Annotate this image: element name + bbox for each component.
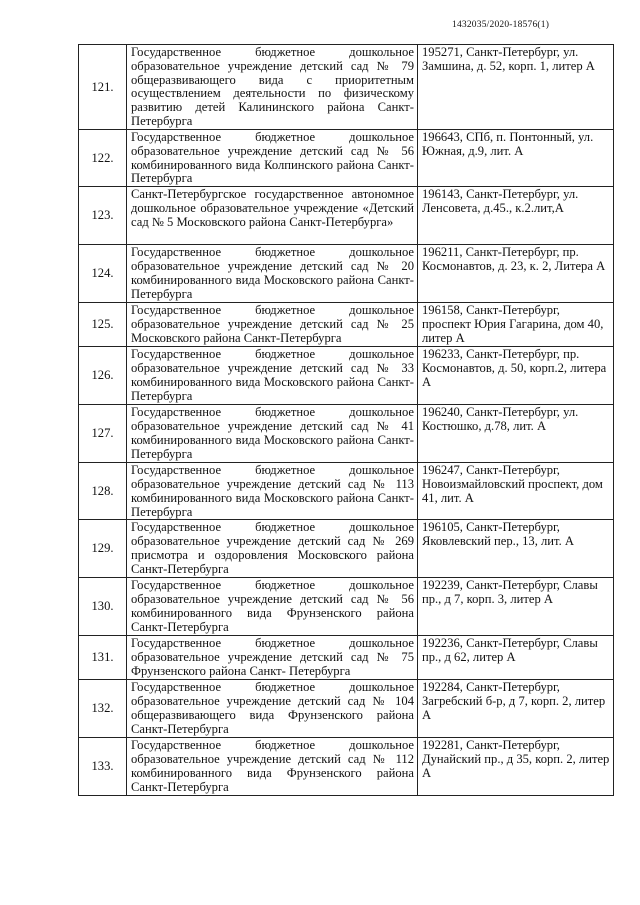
- institution-address: 195271, Санкт-Петербург, ул. Замшина, д. 52, корп. 1, литер А: [418, 45, 614, 130]
- institution-address: 196158, Санкт-Петербург, проспект Юрия Гагарина, дом 40, литер А: [418, 303, 614, 347]
- institution-name: Государственное бюджетное дошкольное образовательное учреждение детский сад № 25 Московского района Санкт-Петербурга: [127, 303, 418, 347]
- institution-address: 196247, Санкт-Петербург, Новоизмайловский проспект, дом 41, лит. А: [418, 463, 614, 520]
- institution-address: 192281, Санкт-Петербург, Дунайский пр., д 35, корп. 2, литер А: [418, 738, 614, 796]
- institution-name: Государственное бюджетное дошкольное образовательное учреждение детский сад № 33 комбинированного вида Московского района Санкт-Петербурга: [127, 347, 418, 405]
- row-number: 121.: [79, 45, 127, 130]
- institution-address: 196211, Санкт-Петербург, пр. Космонавтов, д. 23, к. 2, Литера А: [418, 245, 614, 303]
- row-number: 131.: [79, 636, 127, 680]
- table-row: [79, 130, 614, 187]
- table-row: [79, 45, 614, 130]
- row-number: 128.: [79, 463, 127, 520]
- institution-name: Государственное бюджетное дошкольное образовательное учреждение детский сад № 56 комбинированного вида Фрунзенского района Санкт-Петербурга: [127, 578, 418, 636]
- kindergarten-registry-table: [78, 44, 614, 796]
- table-row: [79, 347, 614, 405]
- row-number: 129.: [79, 520, 127, 578]
- row-number: 130.: [79, 578, 127, 636]
- row-number: 126.: [79, 347, 127, 405]
- document-number: 1432035/2020-18576(1): [452, 20, 550, 30]
- institution-address: 196233, Санкт-Петербург, пр. Космонавтов, д. 50, корп.2, литера А: [418, 347, 614, 405]
- institution-address: 196105, Санкт-Петербург, Яковлевский пер., 13, лит. А: [418, 520, 614, 578]
- row-number: 122.: [79, 130, 127, 187]
- row-number: 132.: [79, 680, 127, 738]
- institution-address: 192239, Санкт-Петербург, Славы пр., д 7, корп. 3, литер А: [418, 578, 614, 636]
- row-number: 125.: [79, 303, 127, 347]
- institution-name: Государственное бюджетное дошкольное образовательное учреждение детский сад № 112 комбинированного вида Фрунзенского района Санкт-Петербурга: [127, 738, 418, 796]
- row-number: 124.: [79, 245, 127, 303]
- institution-name: Государственное бюджетное дошкольное образовательное учреждение детский сад № 41 комбинированного вида Московского района Санкт-Петербурга: [127, 405, 418, 463]
- institution-name: Государственное бюджетное дошкольное образовательное учреждение детский сад № 104 общеразвивающего вида Фрунзенского района Санкт-Петербурга: [127, 680, 418, 738]
- table-body: [79, 45, 614, 796]
- institution-name: Государственное бюджетное дошкольное образовательное учреждение детский сад № 269 присмотра и оздоровления Московского района Санкт-Петербурга: [127, 520, 418, 578]
- table-row: [79, 187, 614, 245]
- table-row: [79, 245, 614, 303]
- table-row: [79, 405, 614, 463]
- institution-address: 192236, Санкт-Петербург, Славы пр., д 62, литер А: [418, 636, 614, 680]
- table-row: [79, 520, 614, 578]
- institution-name: Государственное бюджетное дошкольное образовательное учреждение детский сад № 113 комбинированного вида Московского района Санкт-Петербурга: [127, 463, 418, 520]
- table-row: [79, 636, 614, 680]
- row-number: 133.: [79, 738, 127, 796]
- institution-address: 196240, Санкт-Петербург, ул. Костюшко, д.78, лит. А: [418, 405, 614, 463]
- institution-name: Санкт-Петербургское государственное автономное дошкольное образовательное учреждение «Детский сад № 5 Московского района Санкт-Петербурга»: [127, 187, 418, 245]
- institution-address: 192284, Санкт-Петербург, Загребский б-р, д 7, корп. 2, литер А: [418, 680, 614, 738]
- table-row: [79, 463, 614, 520]
- institution-name: Государственное бюджетное дошкольное образовательное учреждение детский сад № 75 Фрунзенского района Санкт- Петербурга: [127, 636, 418, 680]
- institution-name: Государственное бюджетное дошкольное образовательное учреждение детский сад № 20 комбинированного вида Московского района Санкт-Петербурга: [127, 245, 418, 303]
- institution-name: Государственное бюджетное дошкольное образовательное учреждение детский сад № 79 общеразвивающего вида с приоритетным осуществлением деятельности по физическому развитию детей Калининского района Санкт-Петербурга: [127, 45, 418, 130]
- table-row: [79, 303, 614, 347]
- row-number: 123.: [79, 187, 127, 245]
- table-row: [79, 578, 614, 636]
- institution-address: 196143, Санкт-Петербург, ул. Ленсовета, д.45., к.2.лит,А: [418, 187, 614, 245]
- institution-address: 196643, СПб, п. Понтонный, ул. Южная, д.9, лит. А: [418, 130, 614, 187]
- row-number: 127.: [79, 405, 127, 463]
- table-row: [79, 680, 614, 738]
- table-row: [79, 738, 614, 796]
- institution-name: Государственное бюджетное дошкольное образовательное учреждение детский сад № 56 комбинированного вида Колпинского района Санкт-Петербурга: [127, 130, 418, 187]
